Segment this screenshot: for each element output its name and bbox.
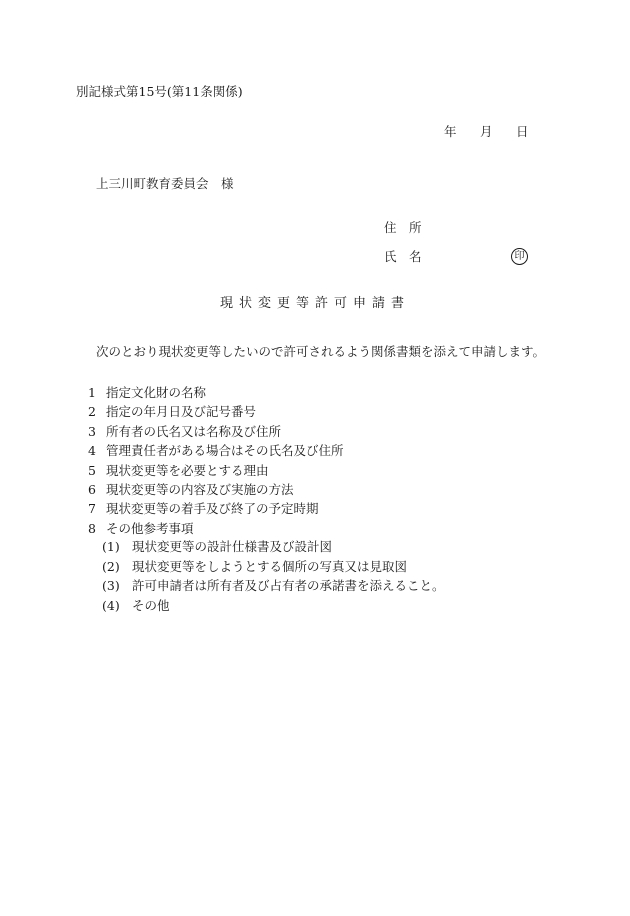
subitem-text: その他 bbox=[132, 597, 170, 613]
subitem-number: (2) bbox=[102, 558, 120, 574]
intro-text: 次のとおり現状変更等したいので許可されるよう関係書類を添えて申請します。 bbox=[96, 344, 546, 359]
form-number: 別記様式第15号(第11条関係) bbox=[76, 84, 243, 99]
date-day: 日 bbox=[516, 124, 529, 139]
subitem-text: 許可申請者は所有者及び占有者の承諾書を添えること。 bbox=[132, 578, 445, 594]
subitem-number: (3) bbox=[102, 578, 120, 594]
name-label: 氏 名 bbox=[384, 249, 422, 264]
item-number: 4 bbox=[88, 443, 96, 459]
document-title: 現状変更等許可申請書 bbox=[219, 296, 410, 311]
item-number: 6 bbox=[88, 481, 96, 497]
item-text: 所有者の氏名又は名称及び住所 bbox=[106, 423, 282, 439]
item-text: 管理責任者がある場合はその氏名及び住所 bbox=[106, 443, 344, 459]
address-label: 住 所 bbox=[384, 220, 422, 235]
sub-list-item bbox=[102, 597, 445, 620]
item-number: 8 bbox=[88, 520, 96, 536]
item-text: 指定の年月日及び記号番号 bbox=[106, 404, 257, 420]
item-number: 2 bbox=[88, 404, 96, 420]
item-list bbox=[88, 387, 344, 542]
item-number: 1 bbox=[88, 385, 96, 400]
item-text: 現状変更等の着手及び終了の予定時期 bbox=[106, 501, 319, 517]
subitem-text: 現状変更等をしようとする個所の写真又は見取図 bbox=[132, 558, 408, 574]
item-text: 指定文化財の名称 bbox=[106, 385, 207, 400]
item-number: 7 bbox=[88, 501, 96, 517]
date-year: 年 bbox=[444, 124, 457, 139]
item-text: 現状変更等を必要とする理由 bbox=[106, 462, 269, 478]
item-number: 3 bbox=[88, 423, 96, 439]
item-text: 現状変更等の内容及び実施の方法 bbox=[106, 481, 294, 497]
addressee: 上三川町教育委員会 様 bbox=[96, 176, 234, 191]
item-text: その他参考事項 bbox=[106, 520, 194, 536]
subitem-number: (1) bbox=[102, 539, 120, 554]
subitem-list bbox=[102, 541, 445, 619]
item-number: 5 bbox=[88, 462, 96, 478]
subitem-number: (4) bbox=[102, 597, 120, 613]
date-month: 月 bbox=[480, 124, 493, 139]
subitem-text: 現状変更等の設計仕様書及び設計図 bbox=[132, 539, 333, 554]
seal-mark: 印 bbox=[511, 248, 528, 265]
